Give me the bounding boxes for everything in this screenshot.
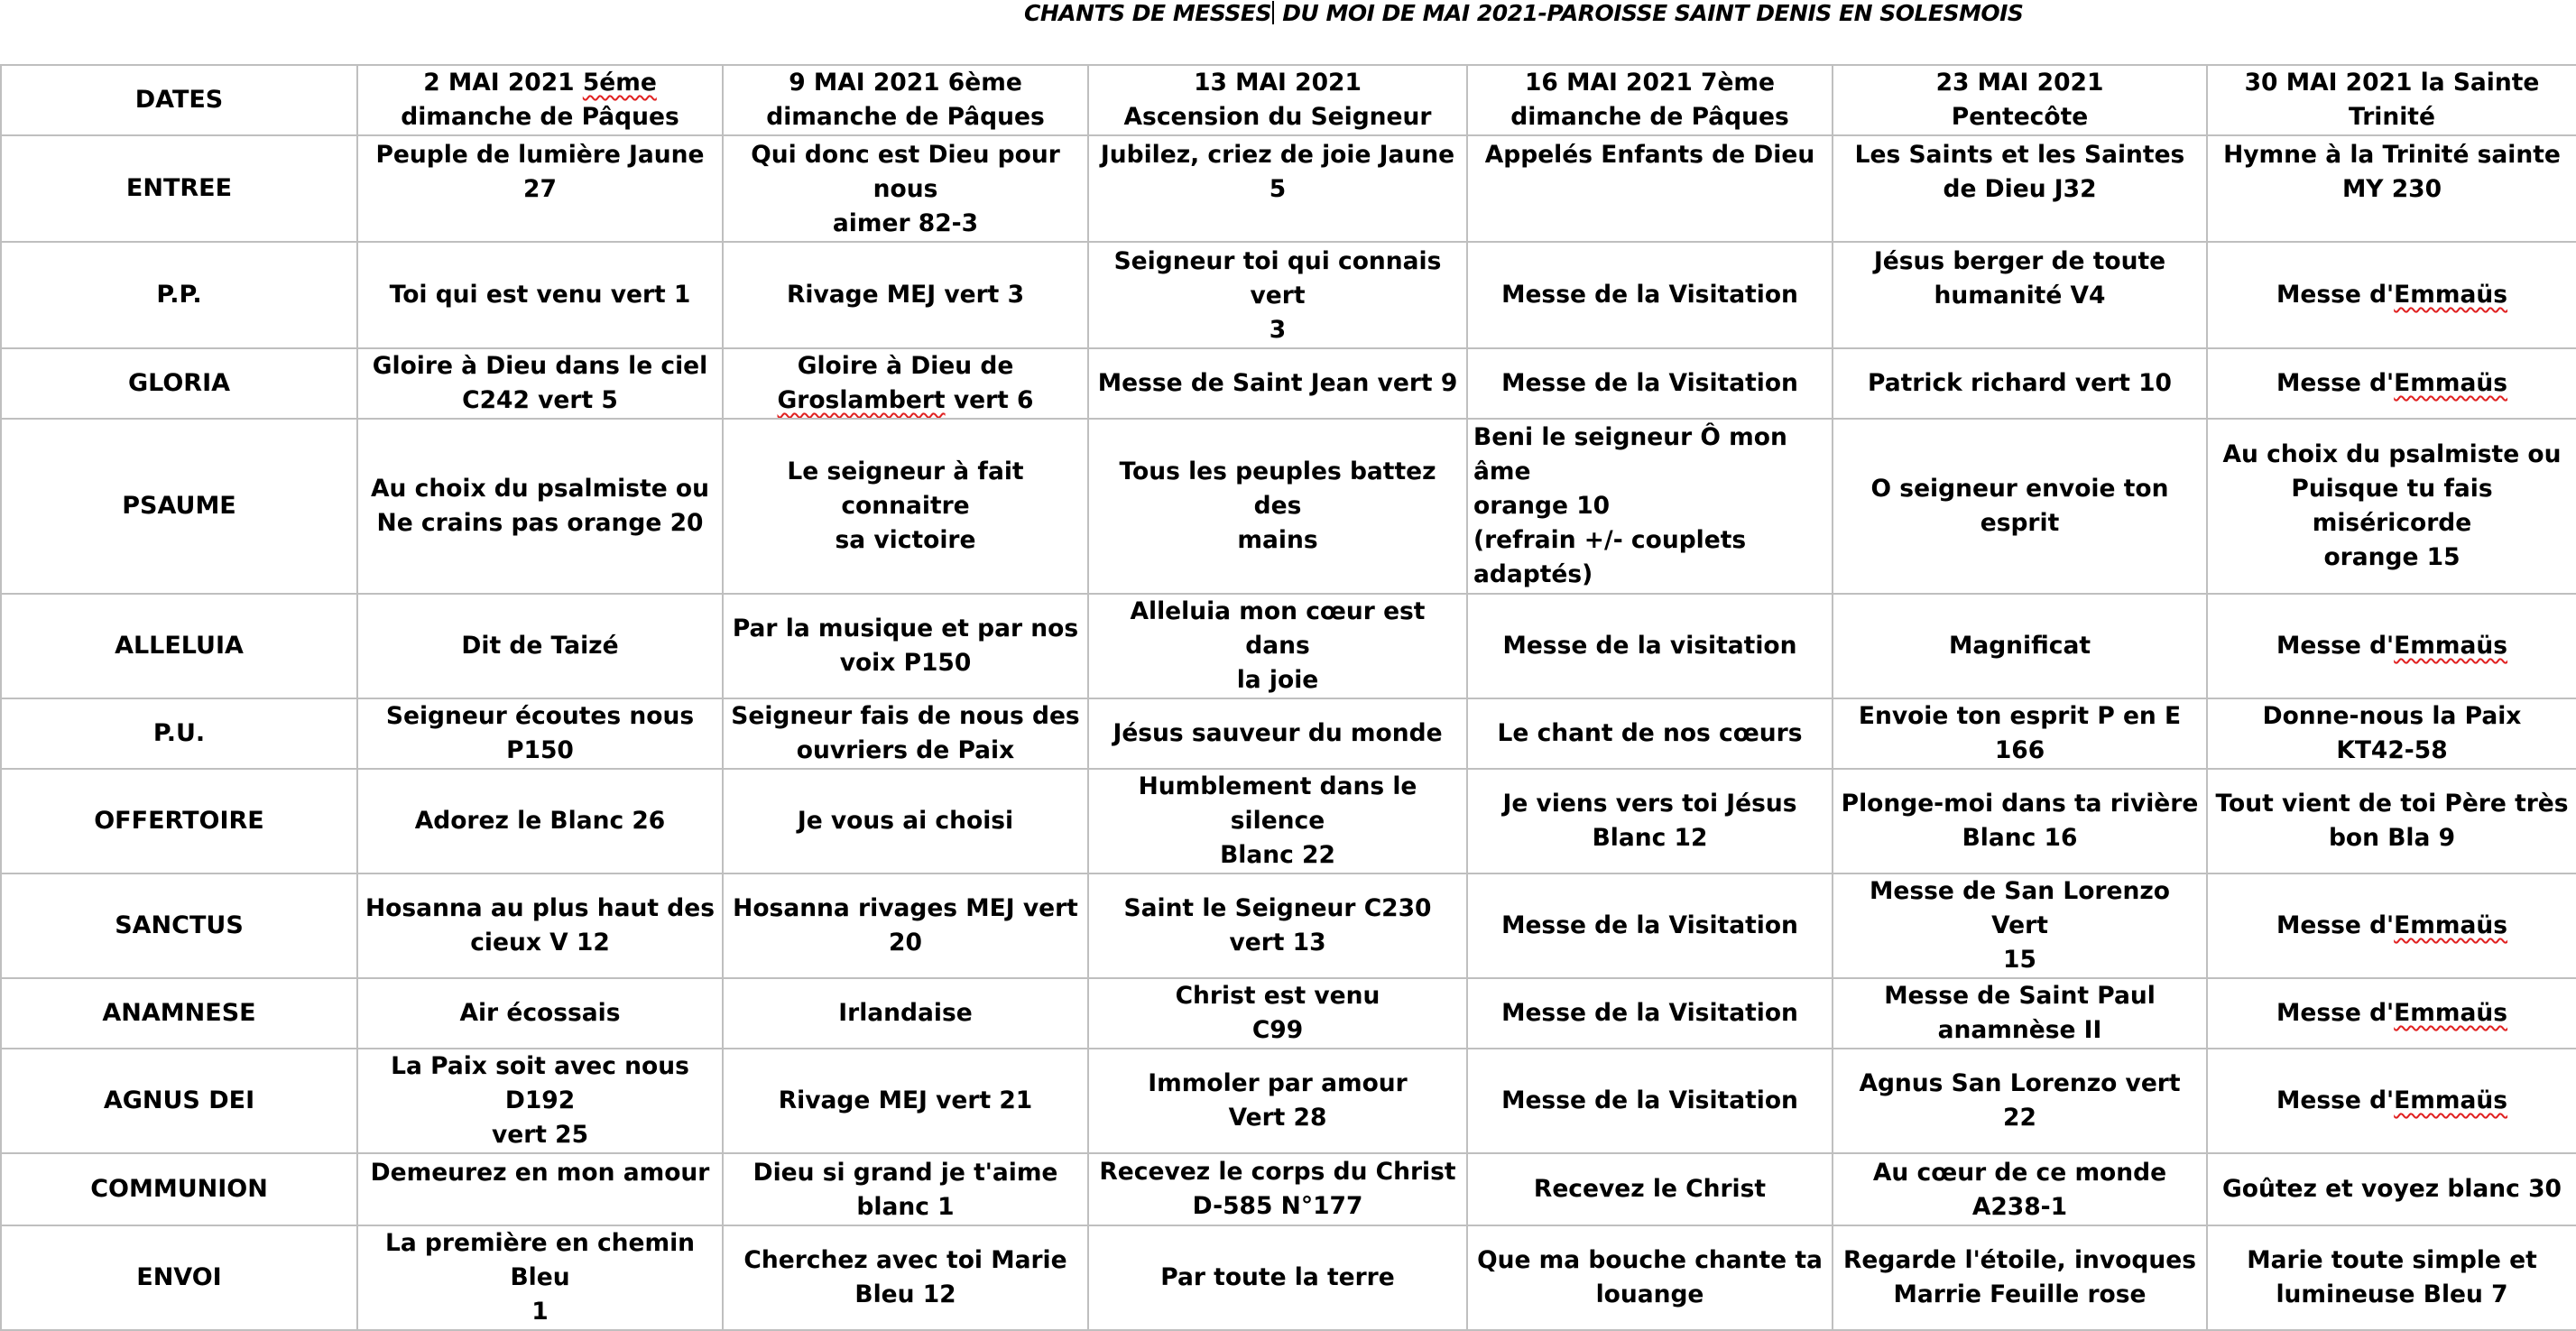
- song-line: louange: [1595, 1280, 1704, 1308]
- song-cell: [357, 1049, 723, 1153]
- song-cell: [1833, 594, 2207, 698]
- song-cell: [357, 135, 723, 242]
- song-line: lumineuse Bleu 7: [2276, 1280, 2508, 1308]
- song-cell: [1833, 698, 2207, 769]
- song-row: [1, 1153, 2576, 1225]
- row-label: P.U.: [1, 698, 357, 769]
- song-cell: [2207, 1049, 2576, 1153]
- song-cell: [1088, 873, 1467, 978]
- song-line: 15: [2003, 946, 2036, 974]
- song-line: Ne crains pas orange 20: [376, 509, 704, 537]
- song-cell: [1833, 419, 2207, 594]
- song-line: O seigneur envoie ton esprit: [1870, 475, 2169, 537]
- song-cell: [723, 419, 1088, 594]
- song-cell: [1088, 769, 1467, 873]
- song-line: Humblement dans le silence: [1138, 772, 1417, 835]
- spellcheck-flagged-word: Emmaüs: [2394, 281, 2508, 309]
- song-row: [1, 978, 2576, 1049]
- song-cell: [1467, 135, 1833, 242]
- song-cell: [1467, 1153, 1833, 1225]
- song-line: Peuple de lumière Jaune 27: [375, 141, 705, 203]
- song-line: Envoie ton esprit P en E: [1858, 702, 2182, 730]
- song-line: C99: [1251, 1016, 1304, 1044]
- row-label: PSAUME: [1, 419, 357, 594]
- song-cell: [1467, 594, 1833, 698]
- song-cell: [1467, 978, 1833, 1049]
- song-line: Seigneur fais de nous des: [731, 702, 1080, 730]
- date-line-2: Trinité: [2349, 103, 2435, 131]
- date-text: 16 MAI 2021 7ème: [1524, 69, 1776, 97]
- date-text: 13 MAI 2021: [1194, 69, 1362, 97]
- song-line: [2213, 996, 2571, 1031]
- song-line: Je vous ai choisi: [797, 807, 1014, 835]
- song-cell: [2207, 1225, 2576, 1330]
- song-line: Au choix du psalmiste ou: [2222, 440, 2562, 468]
- song-cell: [357, 769, 723, 873]
- song-line: Rivage MEJ vert 3: [786, 281, 1025, 309]
- row-label: AGNUS DEI: [1, 1049, 357, 1153]
- song-row: [1, 594, 2576, 698]
- song-line: Immoler par amour: [1148, 1069, 1408, 1097]
- song-line: vert 13: [1229, 929, 1326, 957]
- song-cell: [2207, 594, 2576, 698]
- song-cell: [1833, 348, 2207, 419]
- song-cell: [1833, 873, 2207, 978]
- song-line-text: Groslambert vert 6: [777, 386, 1034, 414]
- song-line-text: Messe d'Emmaüs: [2276, 999, 2508, 1027]
- song-line: Magnificat: [1948, 632, 2091, 660]
- row-label: COMMUNION: [1, 1153, 357, 1225]
- song-line: anamnèse II: [1937, 1016, 2102, 1044]
- song-line: Jésus berger de toute: [1873, 247, 2166, 275]
- date-line-1: [2213, 66, 2571, 100]
- song-cell: [357, 348, 723, 419]
- song-line: Dit de Taizé: [461, 632, 619, 660]
- song-cell: [2207, 769, 2576, 873]
- song-line: MY 230: [2341, 175, 2442, 203]
- song-cell: [1467, 242, 1833, 348]
- song-line: orange 10: [1473, 492, 1611, 520]
- spellcheck-flagged-word: 5éme: [582, 69, 657, 97]
- song-line: Air écossais: [459, 999, 621, 1027]
- song-line: Le seigneur à fait connaitre: [787, 458, 1024, 520]
- song-line: Que ma bouche chante ta: [1477, 1246, 1823, 1274]
- song-line: 166: [1994, 736, 2045, 764]
- song-cell: [1833, 978, 2207, 1049]
- song-line: 20: [889, 929, 922, 957]
- song-line: Rivage MEJ vert 21: [778, 1086, 1033, 1114]
- song-line-text: Messe d'Emmaüs: [2276, 369, 2508, 397]
- spellcheck-flagged-word: Emmaüs: [2394, 999, 2508, 1027]
- song-cell: [2207, 348, 2576, 419]
- song-cell: [2207, 1153, 2576, 1225]
- song-cell: [357, 978, 723, 1049]
- song-line: Appelés Enfants de Dieu: [1484, 141, 1815, 169]
- song-cell: [2207, 698, 2576, 769]
- song-line: Regarde l'étoile, invoques: [1843, 1246, 2196, 1274]
- song-cell: [357, 698, 723, 769]
- song-row: [1, 348, 2576, 419]
- song-cell: [723, 348, 1088, 419]
- date-header-cell: [1833, 65, 2207, 135]
- song-line-text: Messe d'Emmaüs: [2276, 281, 2508, 309]
- date-text: 2 MAI 2021: [423, 69, 583, 97]
- song-line: A238-1: [1971, 1193, 2068, 1221]
- song-cell: [1088, 978, 1467, 1049]
- song-cell: [723, 594, 1088, 698]
- song-line: Patrick richard vert 10: [1868, 369, 2172, 397]
- song-line: Par toute la terre: [1160, 1263, 1395, 1291]
- song-line: Adorez le Blanc 26: [414, 807, 666, 835]
- date-line-2: dimanche de Pâques: [401, 103, 679, 131]
- spellcheck-flagged-word: Emmaüs: [2394, 1086, 2508, 1114]
- song-cell: [723, 1225, 1088, 1330]
- song-line: [2213, 1084, 2571, 1118]
- song-cell: [723, 873, 1088, 978]
- song-line: Saint le Seigneur C230: [1123, 894, 1432, 922]
- song-cell: [1467, 1225, 1833, 1330]
- row-label: ENTREE: [1, 135, 357, 242]
- song-cell: [1088, 348, 1467, 419]
- song-row: [1, 769, 2576, 873]
- row-label: SANCTUS: [1, 873, 357, 978]
- song-line: 5: [1269, 175, 1287, 203]
- date-header-cell: [1088, 65, 1467, 135]
- date-line-2: dimanche de Pâques: [766, 103, 1045, 131]
- song-line: mains: [1237, 526, 1318, 554]
- song-cell: [1467, 698, 1833, 769]
- song-cell: [357, 1225, 723, 1330]
- song-line: sa victoire: [835, 526, 976, 554]
- title-part-1: CHANTS DE MESSES: [1024, 0, 1271, 26]
- song-cell: [357, 594, 723, 698]
- song-cell: [1467, 348, 1833, 419]
- song-line: cieux V 12: [470, 929, 610, 957]
- song-line: Messe de Saint Jean vert 9: [1097, 369, 1458, 397]
- song-row: [1, 873, 2576, 978]
- spellcheck-flagged-word: Emmaüs: [2394, 632, 2508, 660]
- song-line: Bleu 12: [854, 1280, 956, 1308]
- table-body: [1, 65, 2576, 1330]
- spellcheck-flagged-word: Emmaüs: [2394, 911, 2508, 939]
- song-line: Messe de la visitation: [1502, 632, 1797, 660]
- song-cell: [1088, 698, 1467, 769]
- song-line: Blanc 12: [1592, 824, 1708, 852]
- song-line: C242 vert 5: [462, 386, 618, 414]
- song-line: Gloire à Dieu de: [797, 352, 1014, 380]
- song-line: Je viens vers toi Jésus: [1502, 790, 1797, 818]
- song-line: Gloire à Dieu dans le ciel: [372, 352, 708, 380]
- song-line-text: Messe d'Emmaüs: [2276, 1086, 2508, 1114]
- song-line: 1: [531, 1298, 549, 1326]
- date-text: 9 MAI 2021 6ème: [789, 69, 1022, 97]
- row-label: P.P.: [1, 242, 357, 348]
- song-line: Cherchez avec toi Marie: [743, 1246, 1067, 1274]
- song-line: Jésus sauveur du monde: [1113, 719, 1443, 747]
- song-line: Seigneur toi qui connais vert: [1113, 247, 1442, 310]
- song-line: Beni le seigneur Ô mon âme: [1473, 423, 1787, 485]
- song-line: Au cœur de ce monde: [1872, 1159, 2167, 1187]
- song-cell: [2207, 873, 2576, 978]
- song-cell: [723, 1153, 1088, 1225]
- song-line: voix P150: [839, 649, 972, 677]
- song-line: Toi qui est venu vert 1: [389, 281, 691, 309]
- song-row: [1, 1049, 2576, 1153]
- date-line-2: Ascension du Seigneur: [1123, 103, 1432, 131]
- title-part-2: DU MOI DE MAI 2021-PAROISSE SAINT DENIS EN SOLESMOIS: [1275, 0, 2024, 26]
- song-line: la joie: [1236, 666, 1319, 694]
- song-cell: [723, 769, 1088, 873]
- song-line-text: Messe d'Emmaüs: [2276, 911, 2508, 939]
- row-label: ENVOI: [1, 1225, 357, 1330]
- song-line: Recevez le corps du Christ: [1099, 1158, 1456, 1186]
- song-line: Le chant de nos cœurs: [1497, 719, 1803, 747]
- song-line: Christ est venu: [1175, 982, 1380, 1010]
- song-row: [1, 242, 2576, 348]
- song-line: Hymne à la Trinité sainte: [2223, 141, 2561, 169]
- song-line: Les Saints et les Saintes: [1854, 141, 2185, 169]
- date-header-cell: [1467, 65, 1833, 135]
- song-line: Hosanna rivages MEJ vert: [733, 894, 1078, 922]
- song-line: D-585 N°177: [1192, 1192, 1363, 1220]
- text-cursor: [1272, 1, 1274, 24]
- song-cell: [1088, 242, 1467, 348]
- song-line: Au choix du psalmiste ou: [371, 475, 709, 503]
- song-cell: [723, 698, 1088, 769]
- song-cell: [1088, 1225, 1467, 1330]
- spellcheck-flagged-word: Emmaüs: [2394, 369, 2508, 397]
- mass-songs-table: [0, 64, 2576, 1331]
- song-line: Donne-nous la Paix: [2262, 702, 2522, 730]
- song-row: [1, 419, 2576, 594]
- song-line: La Paix soit avec nous D192: [391, 1052, 689, 1114]
- song-line: Messe de la Visitation: [1501, 1086, 1798, 1114]
- song-line: Marrie Feuille rose: [1893, 1280, 2147, 1308]
- song-line: Irlandaise: [838, 999, 973, 1027]
- song-cell: [2207, 978, 2576, 1049]
- song-line: Plonge-moi dans ta rivière: [1841, 790, 2199, 818]
- song-line: aimer 82-3: [832, 209, 979, 237]
- song-cell: [357, 873, 723, 978]
- song-line: [2213, 629, 2571, 663]
- song-line: Messe de San Lorenzo Vert: [1870, 877, 2170, 939]
- song-cell: [1833, 1225, 2207, 1330]
- song-cell: [1833, 769, 2207, 873]
- row-label: GLORIA: [1, 348, 357, 419]
- song-line: La première en chemin Bleu: [384, 1229, 696, 1291]
- song-line: Dieu si grand je t'aime: [752, 1159, 1058, 1187]
- date-line-1: [1839, 66, 2201, 100]
- song-line: 3: [1269, 316, 1287, 344]
- date-header-cell: [2207, 65, 2576, 135]
- song-line: Seigneur écoutes nous P150: [385, 702, 695, 764]
- row-label: ANAMNESE: [1, 978, 357, 1049]
- song-line: vert 25: [491, 1121, 589, 1149]
- dates-header-row: [1, 65, 2576, 135]
- song-row: [1, 1225, 2576, 1330]
- song-row: [1, 698, 2576, 769]
- song-cell: [723, 1049, 1088, 1153]
- song-line: orange 15: [2323, 543, 2461, 571]
- date-text: 23 MAI 2021: [1935, 69, 2104, 97]
- song-line: adaptés): [1473, 560, 1593, 588]
- row-label: OFFERTOIRE: [1, 769, 357, 873]
- song-line: [2213, 909, 2571, 943]
- song-cell: [723, 135, 1088, 242]
- song-cell: [1833, 242, 2207, 348]
- song-line: Messe de la Visitation: [1501, 911, 1798, 939]
- song-line: Messe de Saint Paul: [1884, 982, 2156, 1010]
- song-cell: [1467, 419, 1833, 594]
- song-cell: [1833, 1049, 2207, 1153]
- song-line: de Dieu J32: [1943, 175, 2097, 203]
- song-cell: [1088, 135, 1467, 242]
- row-label-dates: DATES: [1, 65, 357, 135]
- song-line: Messe de la Visitation: [1501, 999, 1798, 1027]
- song-line: Par la musique et par nos: [732, 615, 1079, 642]
- song-line: bon Bla 9: [2328, 824, 2456, 852]
- song-cell: [1088, 1153, 1467, 1225]
- row-label: ALLELUIA: [1, 594, 357, 698]
- song-line: [2213, 366, 2571, 401]
- song-cell: [2207, 242, 2576, 348]
- song-line: Blanc 22: [1220, 841, 1335, 869]
- song-line: KT42-58: [2336, 736, 2448, 764]
- song-cell: [723, 242, 1088, 348]
- song-line: ouvriers de Paix: [796, 736, 1015, 764]
- song-cell: [1833, 135, 2207, 242]
- song-line: Alleluia mon cœur est dans: [1130, 597, 1426, 660]
- song-line: Blanc 16: [1962, 824, 2078, 852]
- song-line: Tous les peuples battez des: [1119, 458, 1436, 520]
- song-line: Messe de la Visitation: [1501, 281, 1798, 309]
- song-cell: [1833, 1153, 2207, 1225]
- song-line: Hosanna au plus haut des: [365, 894, 715, 922]
- song-line: Messe de la Visitation: [1501, 369, 1798, 397]
- date-header-cell: [357, 65, 723, 135]
- song-line: [2213, 278, 2571, 312]
- song-row: [1, 135, 2576, 242]
- song-cell: [1088, 419, 1467, 594]
- song-cell: [1467, 1049, 1833, 1153]
- song-cell: [357, 242, 723, 348]
- date-line-2: dimanche de Pâques: [1510, 103, 1789, 131]
- song-cell: [723, 978, 1088, 1049]
- song-cell: [1467, 769, 1833, 873]
- song-line: Vert 28: [1228, 1104, 1327, 1132]
- spellcheck-flagged-word: Groslambert: [777, 386, 946, 414]
- song-line: Qui donc est Dieu pour nous: [751, 141, 1060, 203]
- date-line-2: Pentecôte: [1951, 103, 2089, 131]
- song-line: Recevez le Christ: [1533, 1175, 1767, 1203]
- song-cell: [2207, 419, 2576, 594]
- date-line-1: [1473, 66, 1826, 100]
- song-cell: [357, 419, 723, 594]
- song-line: Demeurez en mon amour: [370, 1159, 710, 1187]
- song-line-text: Messe d'Emmaüs: [2276, 632, 2508, 660]
- date-line-1: [1094, 66, 1461, 100]
- song-cell: [1088, 1049, 1467, 1153]
- song-line: (refrain +/- couplets: [1473, 526, 1747, 554]
- date-text: 30 MAI 2021 la Sainte: [2244, 69, 2540, 97]
- song-line: Agnus San Lorenzo vert 22: [1859, 1069, 2181, 1132]
- date-line-1: [729, 66, 1082, 100]
- song-line: Goûtez et voyez blanc 30: [2222, 1175, 2562, 1203]
- song-line: humanité V4: [1934, 282, 2106, 310]
- song-cell: [2207, 135, 2576, 242]
- song-line: Puisque tu fais miséricorde: [2291, 475, 2493, 537]
- song-line: Marie toute simple et: [2247, 1246, 2537, 1274]
- song-line: Tout vient de toi Père très: [2215, 790, 2569, 818]
- date-header-cell: [723, 65, 1088, 135]
- song-cell: [1467, 873, 1833, 978]
- song-line: blanc 1: [856, 1193, 955, 1221]
- song-line: Jubilez, criez de joie Jaune: [1100, 141, 1455, 169]
- song-line: [729, 384, 1082, 418]
- document-title: [1024, 0, 2197, 27]
- song-cell: [1088, 594, 1467, 698]
- song-cell: [357, 1153, 723, 1225]
- date-line-1: [364, 66, 716, 100]
